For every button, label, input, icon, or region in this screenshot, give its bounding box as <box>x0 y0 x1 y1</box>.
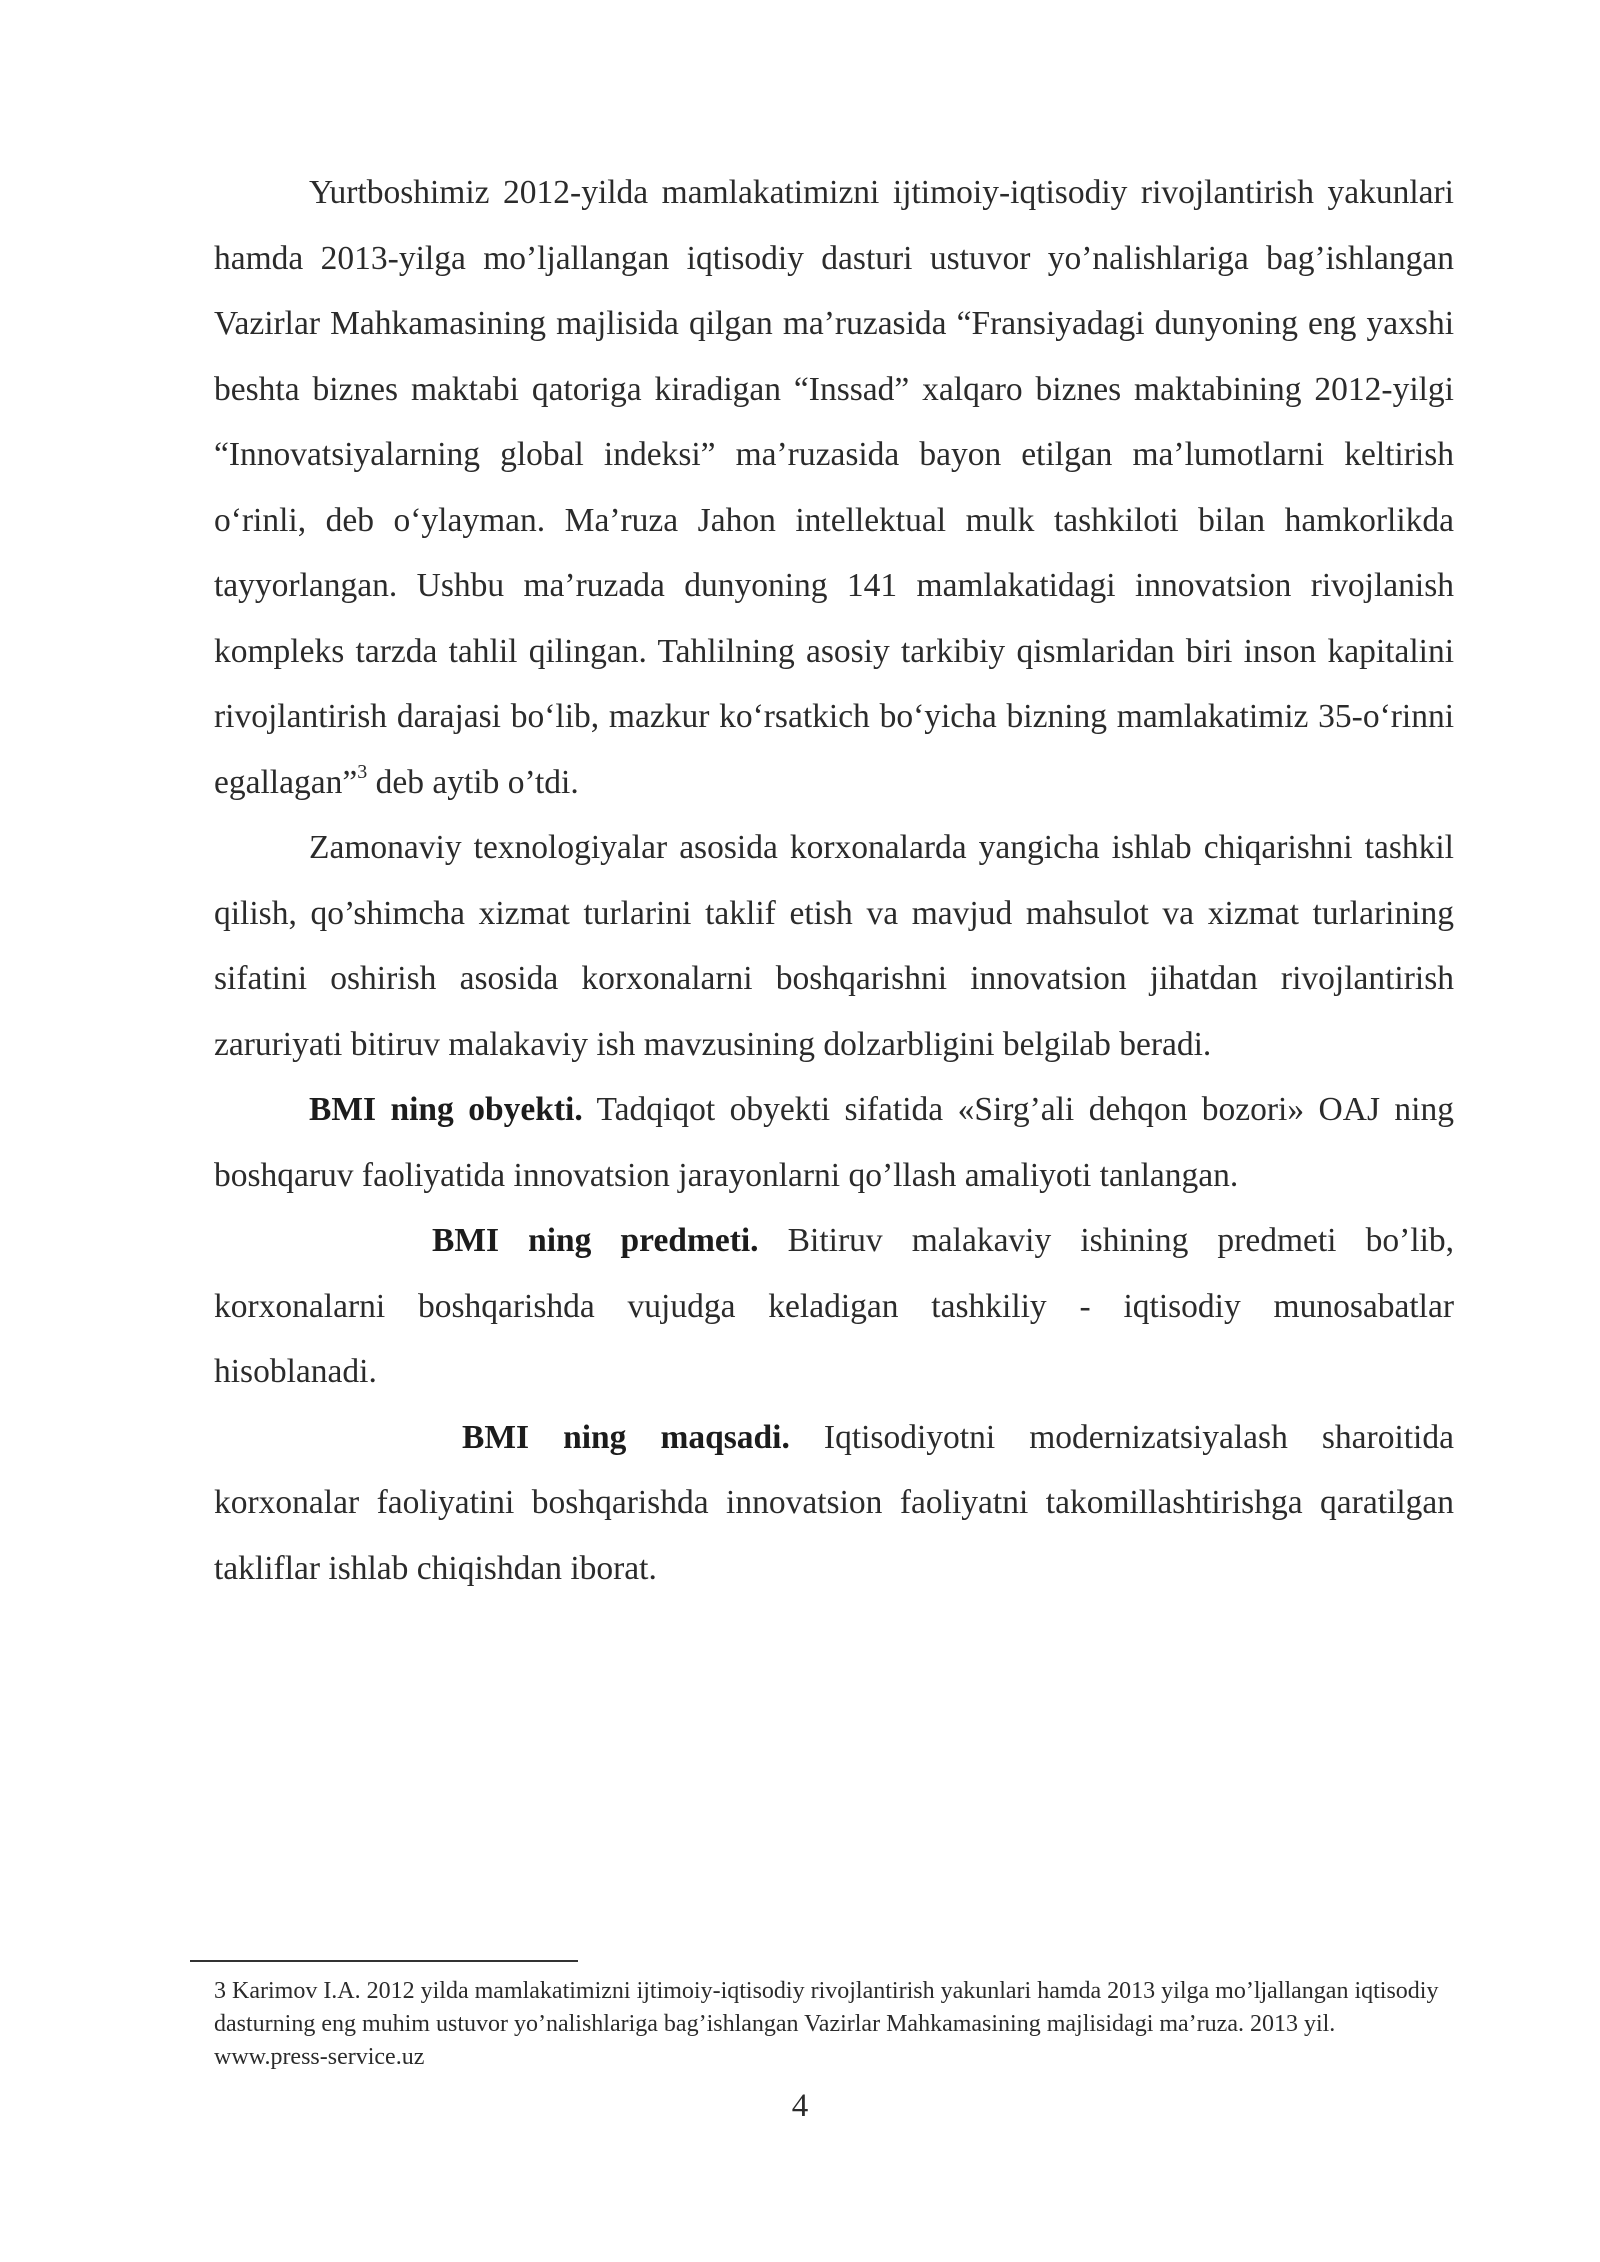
footnote-separator <box>190 1960 578 1962</box>
subject-text: Bitiruv malakaviy ishining predmeti bo’lib, korxonalarni boshqarishda vujudga keladigan tashkiliy - iqtisodiy munosabatlar hisoblanadi. <box>214 1222 1455 1390</box>
body-text <box>214 160 1454 1601</box>
paragraph-intro-text: Yurtboshimiz 2012-yilda mamlakatimizni ijtimoiy-iqtisodiy rivojlantirish yakunlari hamda 2013-yilga mo’ljallangan iqtisodiy dasturi ustuvor yo’nalishlariga bag’ishlangan Vazirlar Mahkamasining majlisida qilgan ma’ruzasida “Fransiyadagi dunyoning eng yaxshi beshta biznes maktabi qatoriga kiradigan “Inssad” xalqaro biznes maktabining 2012-yilgi “Innovatsiyalarning global indeksi” ma’ruzasida bayon etilgan ma’lumotlarni keltirish o‘rinli, deb o‘ylayman. Ma’ruza Jahon intellektual mulk tashkiloti bilan hamkorlikda tayyorlangan. Ushbu ma’ruzada dunyoning 141 mamlakatidagi innovatsion rivojlanish kompleks tarzda tahlil qilingan. Tahlilning asosiy tarkibiy qismlaridan biri inson kapitalini rivojlantirish darajasi bo‘lib, mazkur ko‘rsatkich bo‘yicha bizning mamlakatimiz 35-o‘rinni egallagan” <box>214 174 1454 801</box>
subject-heading: BMI ning predmeti. <box>432 1222 759 1259</box>
object-heading: BMI ning obyekti. <box>309 1091 583 1128</box>
paragraph-subject <box>214 1208 1454 1405</box>
paragraph-relevance-text: Zamonaviy texnologiyalar asosida korxonalarda yangicha ishlab chiqarishni tashkil qilish, qo’shimcha xizmat turlarini taklif etish va mavjud mahsulot va xizmat turlarining sifatini oshirish asosida korxonalarni boshqarishni innovatsion jihatdan rivojlantirish zaruriyati bitiruv malakaviy ish mavzusining dolzarbligini belgilab beradi. <box>214 829 1454 1063</box>
paragraph-intro <box>214 160 1454 815</box>
paragraph-object <box>214 1077 1454 1208</box>
paragraph-goal <box>214 1405 1454 1602</box>
footnote-reference[interactable]: 3 <box>357 761 368 784</box>
goal-text: Iqtisodiyotni modernizatsiyalash sharoitida korxonalar faoliyatini boshqarishda innovatsion faoliyatni takomillashtirishga qaratilgan takliflar ishlab chiqishdan iborat. <box>214 1418 1454 1587</box>
paragraph-relevance <box>214 815 1454 1077</box>
page-number: 4 <box>791 2088 809 2124</box>
object-text: Tadqiqot obyekti sifatida «Sirg’ali dehqon bozori» OAJ ning boshqaruv faoliyatida innovatsion jarayonlarni qo’llash amaliyoti tanlangan. <box>214 1091 1454 1194</box>
paragraph-intro-tail: deb aytib o’tdi. <box>367 763 579 801</box>
goal-heading: BMI ning maqsadi. <box>462 1418 790 1456</box>
footnote: 3 Karimov I.A. 2012 yilda mamlakatimizni ijtimoiy-iqtisodiy rivojlantirish yakunlari hamda 2013 yilga mo’ljallangan iqtisodiy dasturning eng muhim ustuvor yo’nalishlariga bag’ishlangan Vazirlar Mahkamasining majlisidagi ma’ruza. 2013 yil. www.press-service.uz <box>214 1978 1439 2070</box>
